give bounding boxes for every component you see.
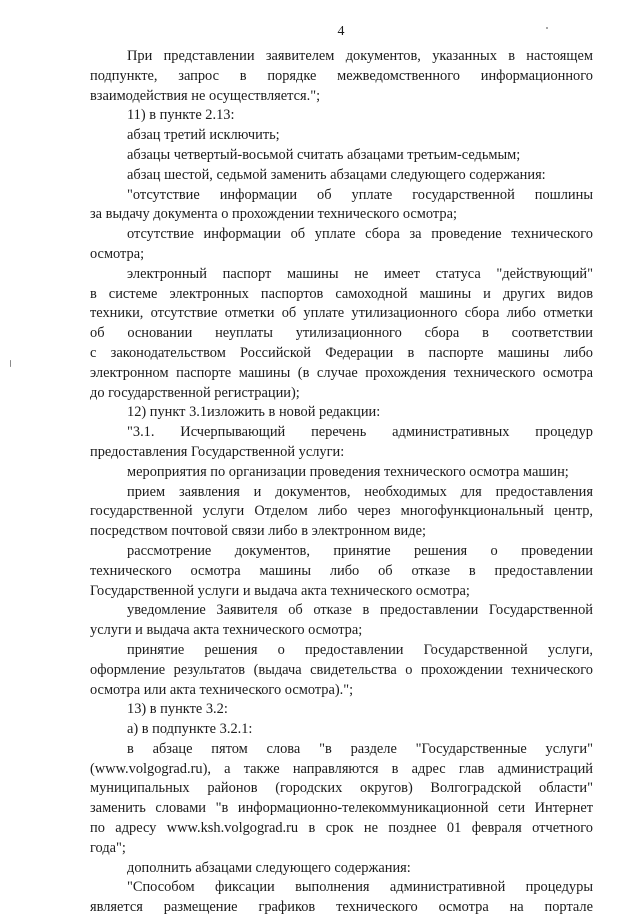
text-line xyxy=(90,720,593,740)
text-line xyxy=(90,87,593,107)
text-line-content: взаимодействия не осуществляется."; xyxy=(90,87,321,104)
scan-speck xyxy=(10,360,11,367)
text-line xyxy=(90,265,593,285)
text-line xyxy=(90,146,593,166)
text-line xyxy=(90,403,593,423)
text-line xyxy=(90,839,593,859)
text-line xyxy=(90,542,593,562)
text-line-content: электронный паспорт машины не имеет статуса "действующий" xyxy=(127,265,593,282)
text-line-content: техники, отсутствие отметки об уплате утилизационного сбора либо отметки xyxy=(90,305,593,322)
text-line-content: в системе электронных паспортов самоходной машины и других видов xyxy=(90,285,593,302)
scan-speck xyxy=(546,27,548,29)
text-line-content: предоставления Государственной услуги: xyxy=(90,443,345,460)
text-line xyxy=(90,47,593,67)
text-line-content: дополнить абзацами следующего содержания: xyxy=(127,859,411,876)
text-line-content: осмотра или акта технического осмотра)."; xyxy=(90,681,354,698)
text-line-content: услуги и выдача акта технического осмотра; xyxy=(90,622,363,639)
text-line-content: оформление результатов (выдача свидетельства о прохождении технического xyxy=(90,661,593,678)
text-line xyxy=(90,898,593,918)
text-line xyxy=(90,205,593,225)
text-line xyxy=(90,700,593,720)
text-line xyxy=(90,621,593,641)
text-line-content: электронном паспорте машины (в случае прохождения технического осмотра xyxy=(90,364,593,381)
text-line xyxy=(90,859,593,879)
text-line-content: года"; xyxy=(90,839,126,856)
text-line-content: об основании неуплаты утилизационного сбора в соответствии xyxy=(90,325,593,342)
text-line xyxy=(90,364,593,384)
text-line xyxy=(90,463,593,483)
text-line-content: посредством почтовой связи либо в электронном виде; xyxy=(90,523,426,540)
text-line-content: уведомление Заявителя об отказе в предоставлении Государственной xyxy=(127,602,593,619)
text-line xyxy=(90,661,593,681)
text-line-content: а) в подпункте 3.2.1: xyxy=(127,721,253,738)
text-line xyxy=(90,760,593,780)
text-line-content: Государственной услуги и выдача акта технического осмотра; xyxy=(90,582,470,599)
text-line xyxy=(90,344,593,364)
text-line xyxy=(90,483,593,503)
text-line xyxy=(90,423,593,443)
text-line-content: технического осмотра машины либо об отказе в предоставлении xyxy=(90,562,593,579)
text-line xyxy=(90,641,593,661)
text-line xyxy=(90,166,593,186)
text-line-content: абзац третий исключить; xyxy=(127,127,280,144)
text-line-content: 13) в пункте 3.2: xyxy=(127,701,228,718)
text-line xyxy=(90,878,593,898)
text-line-content: за выдачу документа о прохождении технического осмотра; xyxy=(90,206,457,223)
text-line-content: "Способом фиксации выполнения административной процедуры xyxy=(127,879,593,896)
text-line-content: осмотра; xyxy=(90,245,145,262)
text-line-content: абзац шестой, седьмой заменить абзацами следующего содержания: xyxy=(127,166,546,183)
text-line xyxy=(90,285,593,305)
text-line xyxy=(90,443,593,463)
text-line xyxy=(90,562,593,582)
text-line xyxy=(90,324,593,344)
text-line xyxy=(90,186,593,206)
text-line-content: При представлении заявителем документов, указанных в настоящем xyxy=(127,48,593,64)
text-line-content: с законодательством Российской Федерации в паспорте машины либо xyxy=(90,344,593,361)
text-line-content: мероприятия по организации проведения технического осмотра машин; xyxy=(127,463,569,480)
text-line xyxy=(90,245,593,265)
text-line xyxy=(90,126,593,146)
text-line-content: 12) пункт 3.1изложить в новой редакции: xyxy=(127,404,381,421)
text-line xyxy=(90,522,593,542)
text-line xyxy=(90,799,593,819)
text-line xyxy=(90,582,593,602)
text-line xyxy=(90,225,593,245)
text-line xyxy=(90,819,593,839)
text-line-content: является размещение графиков технического осмотра на портале xyxy=(90,899,593,916)
text-line-content: до государственной регистрации); xyxy=(90,384,300,401)
text-line xyxy=(90,304,593,324)
text-line xyxy=(90,681,593,701)
text-line xyxy=(90,106,593,126)
text-line-content: в абзаце пятом слова "в разделе "Государственные услуги" xyxy=(127,740,593,757)
text-line xyxy=(90,67,593,87)
text-line xyxy=(90,740,593,760)
text-line-content: отсутствие информации об уплате сбора за проведение технического xyxy=(127,226,593,243)
text-line xyxy=(90,502,593,522)
document-body xyxy=(90,47,593,918)
text-line-content: подпункте, запрос в порядке межведомственного информационного xyxy=(90,67,593,84)
text-line-content: (www.volgograd.ru), а также направляются в адрес глав администраций xyxy=(90,760,593,777)
text-line-content: "3.1. Исчерпывающий перечень административных процедур xyxy=(127,424,593,441)
text-line xyxy=(90,779,593,799)
text-line-content: государственной услуги Отделом либо через многофункциональный центр, xyxy=(90,503,593,520)
text-line-content: 11) в пункте 2.13: xyxy=(127,107,235,124)
text-line-content: по адресу www.ksh.volgograd.ru в срок не позднее 01 февраля отчетного xyxy=(90,820,593,837)
text-line xyxy=(90,384,593,404)
page-number: 4 xyxy=(337,24,345,39)
text-line-content: заменить словами "в информационно-телекоммуникационной сети Интернет xyxy=(90,800,593,817)
text-line-content: принятие решения о предоставлении Государственной услуги, xyxy=(127,641,593,658)
text-line-content: муниципальных районов (городских округов) Волгоградской области" xyxy=(90,780,593,797)
text-line-content: "отсутствие информации об уплате государственной пошлины xyxy=(127,186,593,203)
text-line-content: рассмотрение документов, принятие решения о проведении xyxy=(127,542,593,559)
text-line xyxy=(90,601,593,621)
text-line-content: прием заявления и документов, необходимых для предоставления xyxy=(127,483,593,500)
text-line-content: абзацы четвертый-восьмой считать абзацами третьим-седьмым; xyxy=(127,146,521,163)
